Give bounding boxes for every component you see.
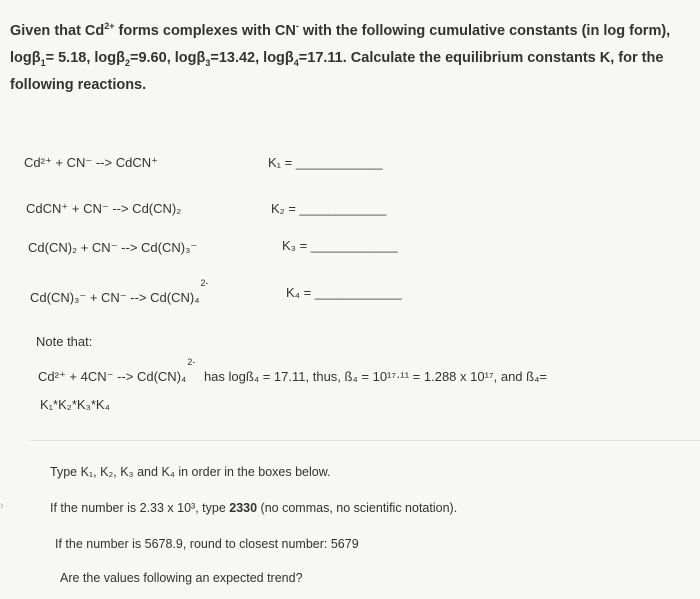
k3-label-row bbox=[282, 238, 398, 253]
note-eq bbox=[38, 357, 196, 385]
note-equation bbox=[38, 357, 547, 385]
q-text: forms complexes with CN bbox=[114, 23, 296, 39]
q-sub: 2 bbox=[124, 57, 130, 68]
q-sup: 2+ bbox=[104, 21, 115, 32]
q-text: =17.11. Calculate the equilibrium constants K, for the bbox=[298, 50, 664, 66]
k1-blank: ____________ bbox=[295, 155, 383, 170]
reaction-1: Cd²⁺ + CN⁻ --> CdCN⁺ bbox=[24, 155, 158, 170]
q-sub: 1 bbox=[40, 57, 46, 68]
question-text bbox=[10, 18, 690, 99]
instruction-3: If the number is 5678.9, round to closest number: 5679 bbox=[55, 537, 359, 551]
section-divider bbox=[30, 440, 700, 441]
k4-blank: ____________ bbox=[314, 285, 402, 300]
k2-label-row bbox=[271, 201, 386, 216]
charge-superscript: 2- bbox=[200, 278, 209, 288]
note-product: K₁*K₂*K₃*K₄ bbox=[40, 397, 110, 412]
q-text: logβ bbox=[10, 50, 41, 66]
q-text: Given that Cd bbox=[10, 23, 105, 39]
note-text: has logß₄ = 17.11, thus, ß₄ = 10¹⁷·¹¹ = 1.288 x 10¹⁷, and ß₄= bbox=[203, 369, 547, 384]
q-sup: - bbox=[295, 21, 299, 32]
q-text: with the following cumulative constants (in log form), bbox=[298, 23, 671, 39]
k2-label: K₂ = bbox=[271, 201, 296, 216]
chevron-icon[interactable]: › bbox=[0, 500, 4, 512]
q-sub: 3 bbox=[205, 57, 211, 68]
k4-label: K₄ = bbox=[286, 285, 312, 300]
charge-superscript: 2- bbox=[187, 357, 196, 367]
reaction-3: Cd(CN)₂ + CN⁻ --> Cd(CN)₃⁻ bbox=[28, 240, 198, 255]
reaction-4-text: Cd(CN)₃⁻ + CN⁻ --> Cd(CN)₄ bbox=[30, 290, 200, 305]
k3-blank: ____________ bbox=[310, 238, 398, 253]
reaction-4 bbox=[30, 278, 209, 306]
k1-label-row bbox=[268, 155, 383, 170]
question-line-3: following reactions. bbox=[10, 77, 147, 93]
note-heading: Note that: bbox=[36, 334, 93, 349]
q-text: =9.60, logβ bbox=[130, 50, 206, 66]
q-sub: 4 bbox=[293, 57, 299, 68]
example-number: 2330 bbox=[229, 501, 258, 515]
reaction-4-eq bbox=[30, 278, 209, 306]
question-line-1 bbox=[10, 18, 690, 45]
reaction-2: CdCN⁺ + CN⁻ --> Cd(CN)₂ bbox=[26, 201, 182, 216]
question-line-2 bbox=[10, 45, 690, 72]
q-text: = 5.18, logβ bbox=[45, 50, 125, 66]
instruction-2: If the number is 2.33 x 10³, type 2330 (no commas, no scientific notation). bbox=[50, 501, 458, 515]
q-text: =13.42, logβ bbox=[210, 50, 294, 66]
k1-label: K₁ = bbox=[268, 155, 293, 170]
note-eq-text: Cd²⁺ + 4CN⁻ --> Cd(CN)₄ bbox=[38, 369, 187, 384]
instruction-1: Type K₁, K₂, K₃ and K₄ in order in the boxes below. bbox=[50, 465, 331, 479]
k3-label: K₃ = bbox=[282, 238, 308, 253]
k2-blank: ____________ bbox=[299, 201, 387, 216]
instruction-4: Are the values following an expected trend? bbox=[60, 571, 303, 585]
k4-label-row bbox=[286, 285, 402, 300]
